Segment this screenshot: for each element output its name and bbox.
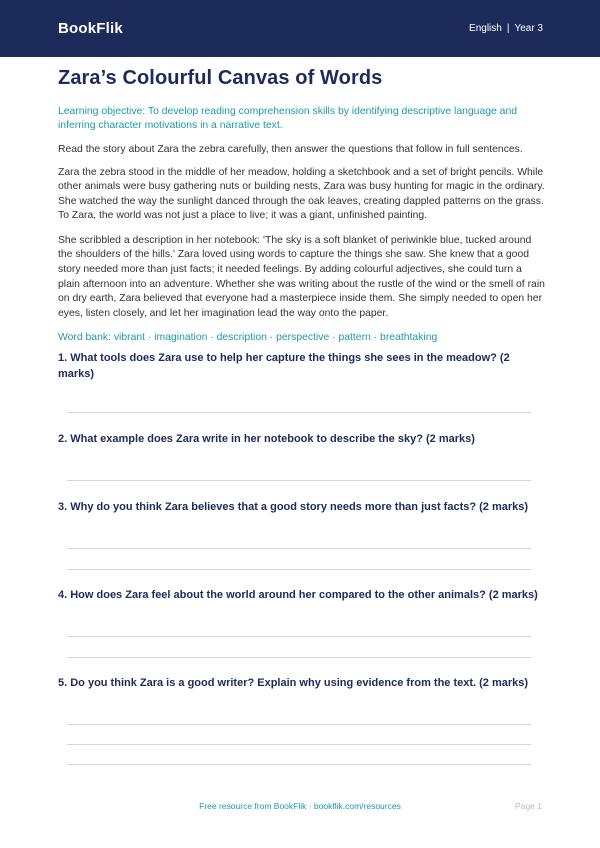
meta-separator: | (506, 23, 510, 34)
year-label: Year 3 (514, 23, 543, 34)
answer-line[interactable] (67, 764, 531, 765)
answer-line[interactable] (67, 657, 531, 658)
story-paragraph-2: She scribbled a description in her notebook: 'The sky is a soft blanket of periwinkle blue, tucked around the shoulders of the hills.' Zara loved using words to capture the things she saw. She knew that a good story needed more than just facts; it needed feelings. By adding colourful adjectives, she could turn a plain afternoon into an adventure. Whether she was writing about the rustle of the wind or the smell of rain on dry earth, Zara believed that everyone had a masterpiece inside them. She simply needed to open her eyes, listen closely, and let her imagination lead the way onto the paper. (58, 234, 545, 319)
question-5: 5. Do you think Zara is a good writer? Explain why using evidence from the text. (2 marks) (58, 677, 529, 689)
answer-line[interactable] (67, 480, 531, 481)
worksheet-title: Zara’s Colourful Canvas of Words (58, 67, 383, 89)
word-bank: Word bank: vibrant · imagination · description · perspective · pattern · breathtaking (58, 332, 438, 344)
answer-line[interactable] (67, 724, 531, 725)
header-bar (0, 0, 600, 57)
header-meta (469, 23, 543, 34)
answer-line[interactable] (67, 569, 531, 570)
question-3: 3. Why do you think Zara believes that a good story needs more than just facts? (2 marks) (58, 501, 529, 513)
question-1: 1. What tools does Zara use to help her capture the things she sees in the meadow? (2 marks) (58, 352, 510, 380)
page-footer (0, 801, 600, 813)
answer-line[interactable] (67, 412, 531, 413)
answer-line[interactable] (67, 636, 531, 637)
page-number: Page 1 (515, 801, 542, 811)
question-2: 2. What example does Zara write in her notebook to describe the sky? (2 marks) (58, 433, 475, 445)
learning-objective: Learning objective: To develop reading comprehension skills by identifying descriptive language and inferring character motivations in a narrative text. (58, 106, 518, 131)
answer-line[interactable] (67, 744, 531, 745)
worksheet-content (58, 66, 546, 345)
question-4: 4. How does Zara feel about the world around her compared to the other animals? (2 marks) (58, 589, 538, 601)
instructions: Read the story about Zara the zebra carefully, then answer the questions that follow in full sentences. (58, 144, 523, 155)
subject-label: English (469, 23, 502, 34)
footer-source-link[interactable]: Free resource from BookFlik · bookflik.com/resources (199, 801, 401, 811)
brand-logo[interactable]: BookFlik (58, 20, 123, 37)
story-paragraph-1: Zara the zebra stood in the middle of her meadow, holding a sketchbook and a set of bright pencils. While other animals were busy gathering nuts or building nests, Zara was busy hunting for magic in the ordinary. She watched the way the sunlight danced through the oak leaves, creating dappled patterns on the grass. To Zara, the world was not just a place to live; it was a giant, unfinished painting. (58, 166, 545, 222)
answer-line[interactable] (67, 548, 531, 549)
